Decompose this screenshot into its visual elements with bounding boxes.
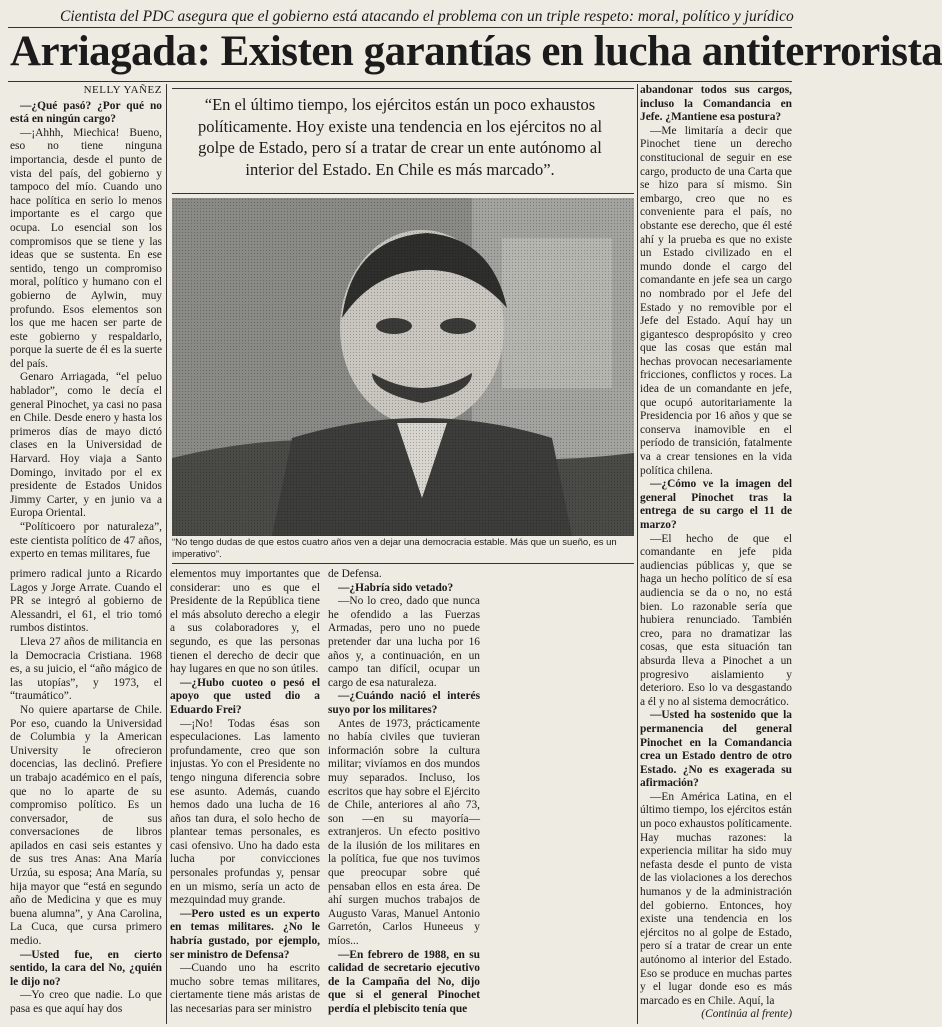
caption-rule [172,563,634,564]
portrait-illustration [172,198,634,536]
pull-quote: “En el último tiempo, los ejércitos están un poco exhaustos políticamente. Hoy existe una tendencia en los ejércitos no al golpe de Estado, pero sí a tratar de crear un ente autónomo al interior del Estado. En Chile es más marcado”. [197,95,603,179]
article-column-3 [328,568,480,1027]
article-column-1-lower [10,568,162,1027]
body-paragraph: —No lo creo, dado que nunca he ofendido a las Fuerzas Armadas, pero uno no puede pretender dar una lucha por 16 años y, a continuación, en un campo tan difícil, ocupar un cargo de esa naturaleza. [328,595,480,689]
photo-caption: “No tengo dudas de que estos cuatro años ven a dejar una democracia estable. Más que un sueño, es un imperativo”. [172,537,617,560]
headline: Arriagada: Existen garantías en lucha antiterrorista [10,28,942,75]
quote-rule-bottom [172,193,634,194]
quote-rule-top [172,88,634,89]
body-paragraph: No quiere apartarse de Chile. Por eso, cuando la Universidad de Columbia y la American University le ofrecieron docencias, las declinó. Prefiere un trabajo académico en el país, que no lo aparte de su compromiso político. Es un conversador, de sus conversaciones de libros apilados en casi seis estantes y de sus tres Anas: Ana María Urzúa, su esposa; Ana María, su hija mayor que “está en segundo año de Medicina y que es muy buena alumna”, y Ana Carolina, La Cuca, que cursa primero medio. [10,703,162,948]
article-column-2 [170,568,320,1027]
byline: NELLY YAÑEZ [83,84,162,96]
question-paragraph: —¿Cómo ve la imagen del general Pinochet tras la entrega de su cargo el 11 de marzo? [640,478,792,531]
body-paragraph: —En América Latina, en el último tiempo, los ejércitos están un poco exhaustos políticamente. Hay muchas razones: la experiencia militar ha sido muy nefasta desde el punto de vista de las violaciones a los derechos humanos y de la administración del gobierno. Entonces, hoy existe una tendencia en los ejércitos no al golpe de Estado, pero sí a tratar de crear un ente autónomo al interior del Estado. Eso se produce en muchas partes y el lugar donde eso es más marcado es en Chile. Aquí, la [640,790,792,1007]
question-paragraph: —En febrero de 1988, en su calidad de secretario ejecutivo de la Campaña del No, dijo que si el general Pinochet perdía el plebiscito tenía que [328,948,480,1015]
question-paragraph: —¿Cuándo nació el interés suyo por los militares? [328,690,480,716]
column-divider-1 [166,84,167,1024]
body-paragraph: —¡Ahhh, Miechica! Bueno, eso no tiene ninguna importancia, desde el punto de vista del país, del gobierno y tampoco del mío. Cuando uno hace política en serio lo menos importante es el cargo que ocupa. Lo esencial son los compromisos que se tiene y las ideas que se sustenta. En ese sentido, tengo un compromiso moral, político y humano con el gobierno de Aylwin, muy profundo. Esos elementos son los que me hacen ser parte de este gobierno y respaldarlo, porque la suerte de él es la suerte del país. [10,126,162,370]
article-column-4 [640,84,792,1027]
body-paragraph: —Cuando uno ha escrito mucho sobre temas militares, ciertamente tiene más aristas de las necesarias para ser ministro [170,962,320,1015]
body-paragraph: —El hecho de que el comandante en jefe pida audiencias públicas y, que se haga un hecho político de sí esa audiencia se da o no, no está bien. Lo razonable sería que hubiera renunciado. También creo, para no dramatizar las cosas, que esta situación tan absurda lleva a Pinochet a un progresivo aislamiento y deterioro. Eso lo va desgastando a él y no al sistema democrático. [640,532,792,708]
photo [172,198,634,536]
body-paragraph: —¡No! Todas ésas son especulaciones. Las lamento profundamente, creo que son injustas. Yo con el Presidente no tengo ninguna diferencia sobre ese asunto. Además, cuando hemos dado una lucha de 16 años tan dura, el solo hecho de plantear temas personales, es casi ofensivo. Uno ha dado esta lucha por convicciones personales profundas y, pensar en un mismo, sería un acto de mezquindad muy grande. [170,717,320,907]
question-paragraph: —¿Hubo cuoteo o pesó el apoyo que usted dio a Eduardo Frei? [170,676,320,716]
body-paragraph: primero radical junto a Ricardo Lagos y Jorge Arrate. Cuando el PR se integró al gobierno de Alessandri, el 61, el trio tomó rumbos distintos. [10,568,162,635]
body-paragraph: Genaro Arriagada, “el peluo hablador”, como le decía el general Pinochet, ya casi no pasa en Chile. Desde enero y hasta los primeros días de mayo dictó clases en la Universidad de Harvard. Hoy viaja a Santo Domingo, invitado por el ex presidente de Estados Unidos Jimmy Carter, y en junio va a Europa Oriental. [10,371,162,520]
body-paragraph: —Me limitaría a decir que Pinochet tiene un derecho constitucional de seguir en ese cargo, producto de una Carta que se hizo para sí mismo. Sin embargo, creo que no es conveniente para el país, no obstante ese derecho, que él esté ahí y la prueba es que no existe un Estado civilizado en el mundo donde el cargo del comandante en jefe sea un cargo no nombrado por el Jefe del Estado y no removible por el Jefe del Estado. Aquí hay un gigantesco despropósito y creo que las cosas que están mal hechas provocan necesariamente fricciones, conflictos y roces. La idea de un comandante en jefe, que ocupó autoritariamente la Presidencia por 16 años y que se conserva inamovible en el período de transición, fatalmente va a crear tensiones en la vida política chilena. [640,124,792,477]
body-paragraph: Antes de 1973, prácticamente no había civiles que tuvieran información sobre la cultura militar; vivíamos en dos mundos muy separados. Incluso, los escritos que hay sobre el Ejército de Chile, anteriores al año 73, son —en su mayoría— extranjeros. Un efecto positivo de la ilusión de los militares en la política, fue que nos tuvimos que preocupar sobre qué pensaban ellos en esta área. De ahí surgen muchos trabajos de Augusto Varas, Manuel Antonio Garretón, Carlos Huneeus y míos... [328,717,480,948]
body-paragraph: “Políticoero por naturaleza”, este cientista político de 47 años, experto en temas militares, fue [10,521,162,561]
body-paragraph: de Defensa. [328,568,382,580]
body-paragraph: Lleva 27 años de militancia en la Democracia Cristiana. 1968 es, a su juicio, el “año mágico de las utopías”, y 1973, el “traumático”. [10,635,162,703]
question-paragraph: —¿Habría sido vetado? [338,581,454,594]
question-paragraph: —¿Qué pasó? ¿Por qué no está en ningún cargo? [10,99,162,126]
column-divider-2 [637,84,638,1024]
article-column-1 [10,84,162,568]
continuation-note: (Continúa al frente) [701,1008,792,1021]
body-paragraph: —Yo creo que nadie. Lo que pasa es que aquí hay dos [10,989,162,1015]
question-paragraph: abandonar todos sus cargos, incluso la Comandancia en Jefe. ¿Mantiene esa postura? [640,84,792,124]
question-paragraph: —Pero usted es un experto en temas militares. ¿No le habría gustado, por ejemplo, ser ministro de Defensa? [170,907,320,961]
question-paragraph: —Usted fue, en cierto sentido, la cara del No, ¿quién le dijo no? [10,948,162,988]
question-paragraph: —Usted ha sostenido que la permanencia del general Pinochet en la Comandancia crea un Estado dentro de otro Estado. ¿No es exagerada su afirmación? [640,709,792,790]
headline-rule [8,81,792,82]
body-paragraph: elementos muy importantes que considerar: uno es que el Presidente de la República tiene el más absoluto derecho a elegir a sus colaboradores y, el segundo, es que las personas tienen el derecho de decir que hay lugares en que no son útiles. [170,568,320,676]
kicker: Cientista del PDC asegura que el gobierno está atacando el problema con un triple respeto: moral, político y jurídico [60,8,794,25]
